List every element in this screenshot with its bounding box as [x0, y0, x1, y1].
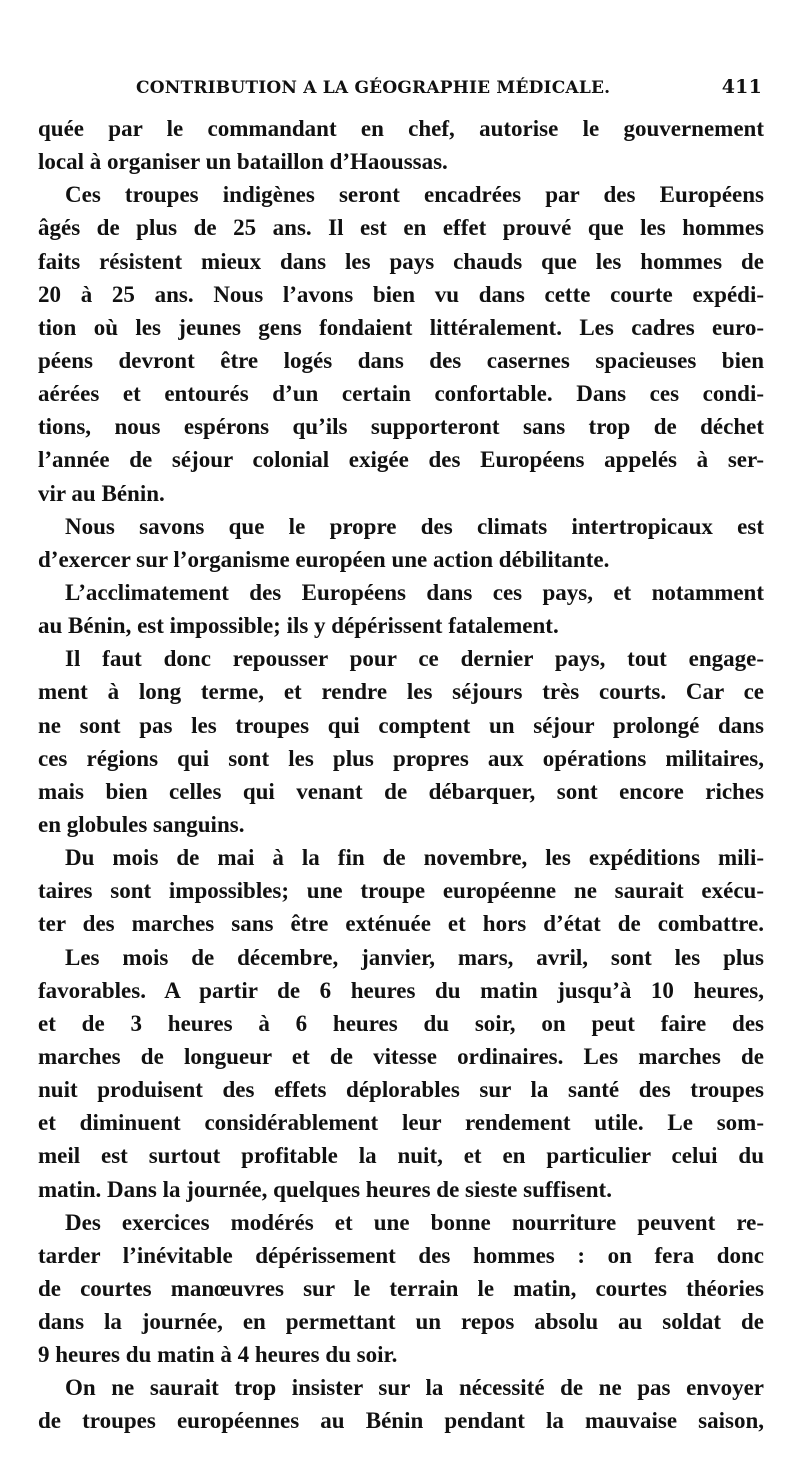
text-line: Nous savons que le propre des climats intertropicaux est — [65, 513, 764, 539]
text-line: de troupes européennes au Bénin pendant la mauvaise saison, — [38, 1408, 764, 1434]
text-line: favorables. A partir de 6 heures du matin jusqu’à 10 heures, — [38, 977, 764, 1003]
page-number: 411 — [721, 76, 762, 98]
text-line: marches de longueur et de vitesse ordinaires. Les marches de — [38, 1043, 764, 1069]
text-line: péens devront être logés dans des casernes spacieuses bien — [38, 347, 764, 373]
text-line: vir au Bénin. — [38, 480, 165, 506]
text-line: L’acclimatement des Européens dans ces pays, et notamment — [65, 579, 764, 605]
text-line: ment à long terme, et rendre les séjours très courts. Car ce — [38, 679, 764, 705]
text-line: d’exercer sur l’organisme européen une action débilitante. — [38, 546, 610, 572]
text-line: Il faut donc repousser pour ce dernier pays, tout engage- — [65, 646, 764, 672]
text-line: en globules sanguins. — [38, 811, 245, 837]
text-line: tion où les jeunes gens fondaient littéralement. Les cadres euro- — [38, 314, 764, 340]
text-line: ne sont pas les troupes qui comptent un séjour prolongé dans — [38, 712, 764, 738]
text-line: matin. Dans la journée, quelques heures de sieste suffisent. — [38, 1176, 612, 1202]
text-line: Du mois de mai à la fin de novembre, les expéditions mili- — [65, 845, 764, 871]
running-header — [136, 76, 764, 104]
text-line: Des exercices modérés et une bonne nourriture peuvent re- — [65, 1209, 764, 1235]
text-line: de courtes manœuvres sur le terrain le matin, courtes théories — [38, 1275, 764, 1301]
text-line: Ces troupes indigènes seront encadrées par des Européens — [65, 182, 764, 208]
body-text — [38, 112, 764, 1438]
text-line: l’année de séjour colonial exigée des Européens appelés à ser- — [38, 447, 764, 473]
text-line: tarder l’inévitable dépérissement des hommes : on fera donc — [38, 1242, 764, 1268]
text-line: local à organiser un bataillon d’Haoussas. — [38, 149, 448, 175]
text-line: mais bien celles qui venant de débarquer, sont encore riches — [38, 778, 764, 804]
text-line: quée par le commandant en chef, autorise le gouvernement — [38, 116, 764, 141]
text-line: ces régions qui sont les plus propres aux opérations militaires, — [38, 745, 764, 771]
text-line: aérées et entourés d’un certain confortable. Dans ces condi- — [38, 381, 764, 407]
text-line: tions, nous espérons qu’ils supporteront sans trop de déchet — [38, 414, 764, 440]
text-line: Les mois de décembre, janvier, mars, avril, sont les plus — [65, 944, 764, 970]
text-line: nuit produisent des effets déplorables sur la santé des troupes — [38, 1077, 764, 1103]
text-line: et diminuent considérablement leur rendement utile. Le som- — [38, 1110, 764, 1136]
text-line: taires sont impossibles; une troupe européenne ne saurait exécu- — [38, 878, 764, 904]
text-line: meil est surtout profitable la nuit, et en particulier celui du — [38, 1143, 764, 1169]
text-line: au Bénin, est impossible; ils y dépérissent fatalement. — [38, 613, 559, 639]
text-line: et de 3 heures à 6 heures du soir, on peut faire des — [38, 1010, 764, 1036]
text-line: On ne saurait trop insister sur la nécessité de ne pas envoyer — [65, 1375, 764, 1401]
text-line: âgés de plus de 25 ans. Il est en effet prouvé que les hommes — [38, 215, 764, 241]
text-line: 20 à 25 ans. Nous l’avons bien vu dans cette courte expédi- — [38, 281, 764, 307]
text-line: faits résistent mieux dans les pays chauds que les hommes de — [38, 248, 764, 274]
text-line: dans la journée, en permettant un repos absolu au soldat de — [38, 1309, 764, 1335]
text-line: ter des marches sans être exténuée et hors d’état de combattre. — [38, 911, 764, 937]
running-title: CONTRIBUTION A LA GÉOGRAPHIE MÉDICALE. — [136, 78, 611, 98]
text-line: 9 heures du matin à 4 heures du soir. — [38, 1342, 398, 1368]
